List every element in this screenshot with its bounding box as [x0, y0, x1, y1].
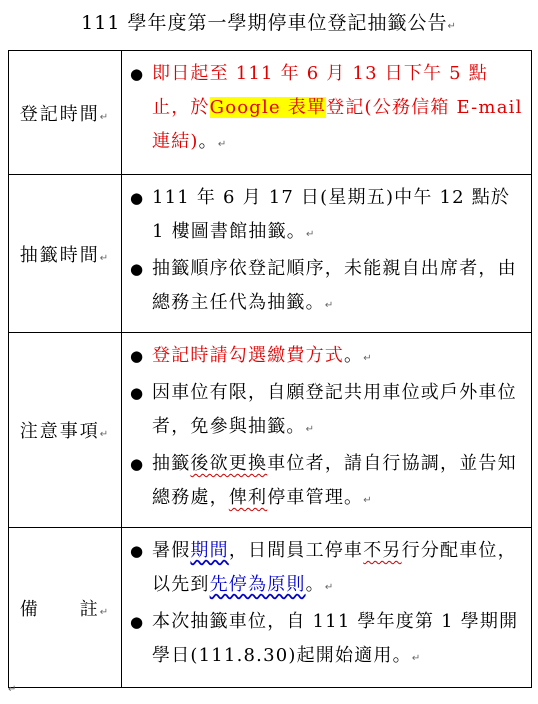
text-segment: 因車位有限，自願登記共用車位或戶外車位者，免參與抽籤。	[152, 382, 517, 437]
row-label-cell	[9, 175, 122, 333]
bullet-icon: ●	[130, 65, 145, 83]
row-label: 備 註	[19, 598, 100, 620]
text-segment: 後欲更換	[190, 453, 268, 474]
table-row	[9, 175, 532, 333]
row-content-cell	[122, 333, 532, 528]
item-text	[152, 252, 525, 323]
bullet-icon: ●	[130, 455, 145, 473]
bullet-icon: ●	[130, 613, 145, 631]
text-segment: 行分配車位，以先到	[152, 540, 517, 595]
item-text	[152, 339, 525, 376]
list-item	[130, 534, 525, 605]
paragraph-mark-icon: ↵	[363, 353, 373, 364]
text-segment: Google 表單	[209, 97, 327, 118]
bullet-icon: ●	[130, 384, 145, 402]
text-segment: 不另	[363, 540, 402, 561]
paragraph-mark-icon: ↵	[99, 252, 111, 264]
text-segment: 車位者，請自行協調，並告知總務處，	[152, 453, 517, 508]
item-text	[152, 57, 525, 162]
paragraph-mark-icon: ↵	[99, 429, 111, 440]
item-text	[152, 605, 525, 676]
paragraph-mark-icon: ↵	[8, 684, 17, 695]
row-content-cell	[122, 51, 532, 175]
text-segment: 期間	[190, 540, 229, 561]
item-text	[152, 534, 525, 605]
text-segment: 抽籤順序依登記順序，未能親自出席者，由總務主任代為抽籤。	[152, 258, 517, 313]
list-item	[130, 181, 525, 252]
bullet-icon: ●	[130, 542, 145, 560]
list-item	[130, 57, 525, 162]
paragraph-mark-icon: ↵	[324, 300, 335, 311]
text-segment: 先停為原則	[209, 574, 306, 595]
row-label-cell	[9, 528, 122, 688]
list-item	[130, 376, 525, 447]
paragraph-mark-icon: ↵	[217, 139, 228, 150]
bullet-icon: ●	[130, 260, 145, 278]
paragraph-mark-icon: ↵	[99, 606, 111, 618]
row-label: 抽籤時間	[19, 244, 100, 266]
paragraph-mark-icon: ↵	[99, 111, 111, 123]
paragraph-mark-icon: ↵	[305, 229, 316, 240]
text-segment: 停車管理。	[267, 487, 364, 508]
text-segment: 俾利	[228, 487, 268, 508]
list-item	[130, 339, 525, 376]
text-segment: 登記(公務信箱 E-mail 連結)	[152, 97, 523, 152]
bullet-icon: ●	[130, 347, 145, 365]
text-segment: 即日起至 111 年 6 月 13 日下午 5 點止，於	[152, 63, 488, 118]
paragraph-mark-icon: ↵	[447, 21, 457, 32]
page-title	[0, 8, 538, 35]
list-item	[130, 605, 525, 676]
paragraph-mark-icon: ↵	[363, 495, 373, 506]
paragraph-mark-icon: ↵	[305, 424, 316, 435]
text-segment: 。	[344, 345, 364, 366]
paragraph-mark-icon: ↵	[324, 582, 335, 593]
announcement-table	[8, 50, 532, 688]
row-content-cell	[122, 528, 532, 688]
row-label-cell	[9, 51, 122, 175]
row-label: 登記時間	[19, 103, 100, 125]
paragraph-mark-icon: ↵	[411, 653, 422, 664]
list-item	[130, 252, 525, 323]
item-text	[152, 447, 525, 518]
row-label: 注意事項	[19, 421, 100, 442]
bullet-icon: ●	[130, 189, 145, 207]
list-item	[130, 447, 525, 518]
row-label-cell	[9, 333, 122, 528]
title-text: 111 學年度第一學期停車位登記抽籤公告	[81, 12, 448, 34]
text-segment: 本次抽籤車位，自 111 學年度第 1 學期開學日(111.8.30)起開始適用。	[152, 611, 519, 666]
text-segment: 。	[305, 574, 325, 595]
item-text	[152, 181, 525, 252]
table-row	[9, 528, 532, 688]
text-segment: 暑假	[152, 540, 191, 561]
text-segment: 111 年 6 月 17 日(星期五)中午 12 點於 1 樓圖書館抽籤。	[152, 187, 511, 242]
item-text	[152, 376, 525, 447]
text-segment: 抽籤	[152, 453, 191, 474]
text-segment: 登記時請勾選繳費方式	[152, 345, 344, 366]
text-segment: 。	[198, 131, 218, 152]
table-row	[9, 333, 532, 528]
table-row	[9, 51, 532, 175]
row-content-cell	[122, 175, 532, 333]
text-segment: ，日間員工停車	[228, 540, 364, 561]
